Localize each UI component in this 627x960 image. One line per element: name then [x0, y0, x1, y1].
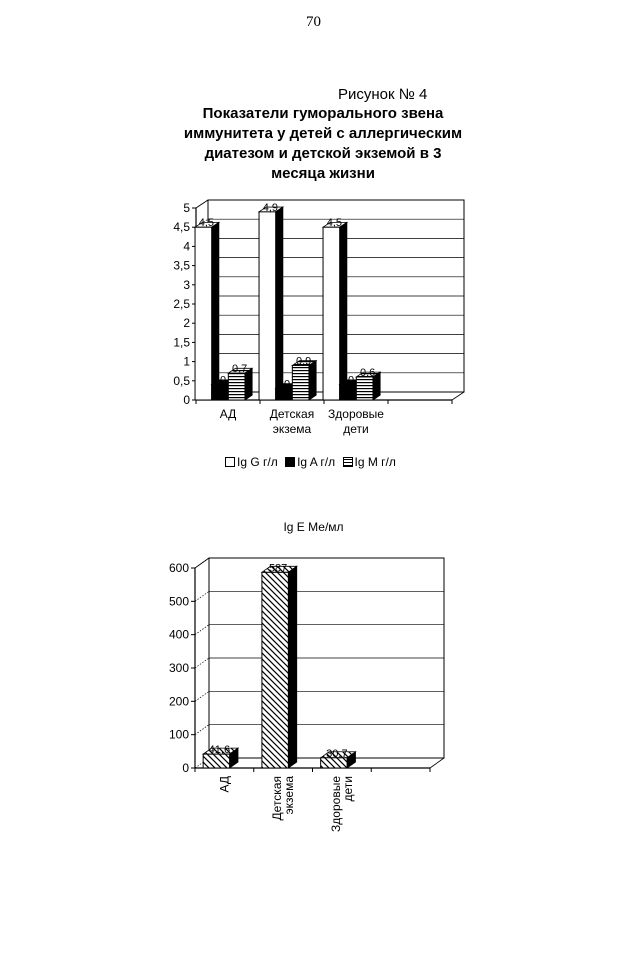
data-label: 0	[219, 374, 227, 387]
legend-item-iga	[285, 455, 335, 469]
bar	[356, 377, 373, 400]
x-category-label: Детская	[270, 776, 285, 821]
legend-swatch-white	[225, 457, 235, 467]
chart-wall-edge	[196, 200, 208, 208]
gridline-depth	[195, 591, 209, 601]
bar	[262, 572, 288, 768]
bar	[228, 373, 245, 400]
legend-item-igg	[225, 455, 278, 469]
y-tick-label: 600	[168, 561, 189, 575]
y-tick-label: 1	[183, 354, 190, 369]
bar	[212, 385, 229, 400]
y-tick-label: 3,5	[173, 258, 190, 273]
bar-side	[212, 222, 219, 400]
data-label: 0	[347, 374, 355, 387]
chart-title-line: Показатели гуморального звена	[202, 105, 444, 122]
chart-floor-edge	[452, 392, 464, 400]
x-category-label: экзема	[272, 422, 312, 436]
data-label: 4,5	[326, 217, 343, 230]
y-tick-label: 4	[183, 239, 190, 254]
x-category-label: дети	[340, 776, 355, 802]
data-label: 0,9	[295, 355, 312, 368]
legend-swatch-striped	[343, 457, 353, 467]
immunoglobulin-bar-chart	[150, 190, 480, 445]
y-tick-label: 400	[168, 627, 189, 642]
y-tick-label: 300	[168, 661, 189, 675]
x-category-label: дети	[343, 422, 369, 436]
bar	[203, 754, 229, 768]
bar-side	[276, 207, 283, 400]
y-tick-label: 0,5	[173, 373, 190, 388]
ige-chart-title: Ig E Ме/мл	[283, 520, 344, 534]
legend-label: Ig G г/л	[237, 455, 278, 469]
y-tick-label: 0	[183, 393, 190, 407]
chart-wall-edge	[195, 558, 209, 568]
y-tick-label: 3	[183, 277, 190, 292]
x-category-label: АД	[217, 776, 232, 793]
x-category-label: экзема	[282, 776, 297, 815]
y-tick-label: 4,5	[173, 220, 190, 235]
chart-title-line: диатезом и детской экземой в 3	[204, 145, 442, 162]
legend-item-igm	[343, 455, 396, 469]
x-category-label: Здоровые	[328, 407, 384, 421]
bar	[323, 227, 340, 400]
bar	[195, 227, 212, 400]
chart-title-line: иммунитета у детей с аллергическим	[183, 125, 463, 142]
chart-floor-edge	[430, 758, 444, 768]
y-tick-label: 200	[168, 694, 189, 709]
legend-swatch-black	[285, 457, 295, 467]
bar	[340, 385, 357, 400]
gridline-depth	[195, 691, 209, 701]
chart-legend	[225, 455, 400, 469]
y-tick-label: 100	[168, 727, 189, 742]
data-label: 4,9	[262, 201, 279, 214]
page-number: 70	[306, 14, 321, 30]
data-label: 587	[268, 562, 288, 575]
y-tick-label: 2	[183, 316, 190, 331]
bar-side	[340, 222, 347, 400]
y-tick-label: 0	[182, 761, 189, 775]
gridline-depth	[195, 725, 209, 735]
bar	[259, 212, 276, 400]
data-label: 4,5	[198, 217, 215, 230]
gridline-depth	[195, 625, 209, 635]
data-label: 0	[283, 378, 291, 391]
data-label: 0,7	[231, 363, 248, 376]
data-label: 41,6	[208, 744, 231, 757]
bar-side	[288, 566, 296, 768]
data-label: 30,7	[326, 747, 348, 760]
chart-title	[178, 104, 468, 184]
x-category-label: Здоровые	[328, 776, 343, 832]
ige-bar-chart	[150, 505, 480, 850]
y-tick-label: 1,5	[173, 335, 190, 350]
gridline-depth	[195, 658, 209, 668]
x-category-label: АД	[219, 407, 237, 421]
figure-label: Рисунок № 4	[338, 86, 428, 103]
legend-label: Ig A г/л	[297, 455, 336, 469]
bar	[292, 365, 309, 400]
data-label: 0,6	[359, 366, 376, 379]
chart-title-line: месяца жизни	[271, 165, 375, 182]
y-tick-label: 500	[168, 594, 189, 609]
legend-label: Ig M г/л	[354, 455, 396, 469]
x-category-label: Детская	[269, 407, 315, 421]
y-tick-label: 2,5	[173, 297, 190, 311]
y-tick-label: 5	[183, 201, 190, 215]
